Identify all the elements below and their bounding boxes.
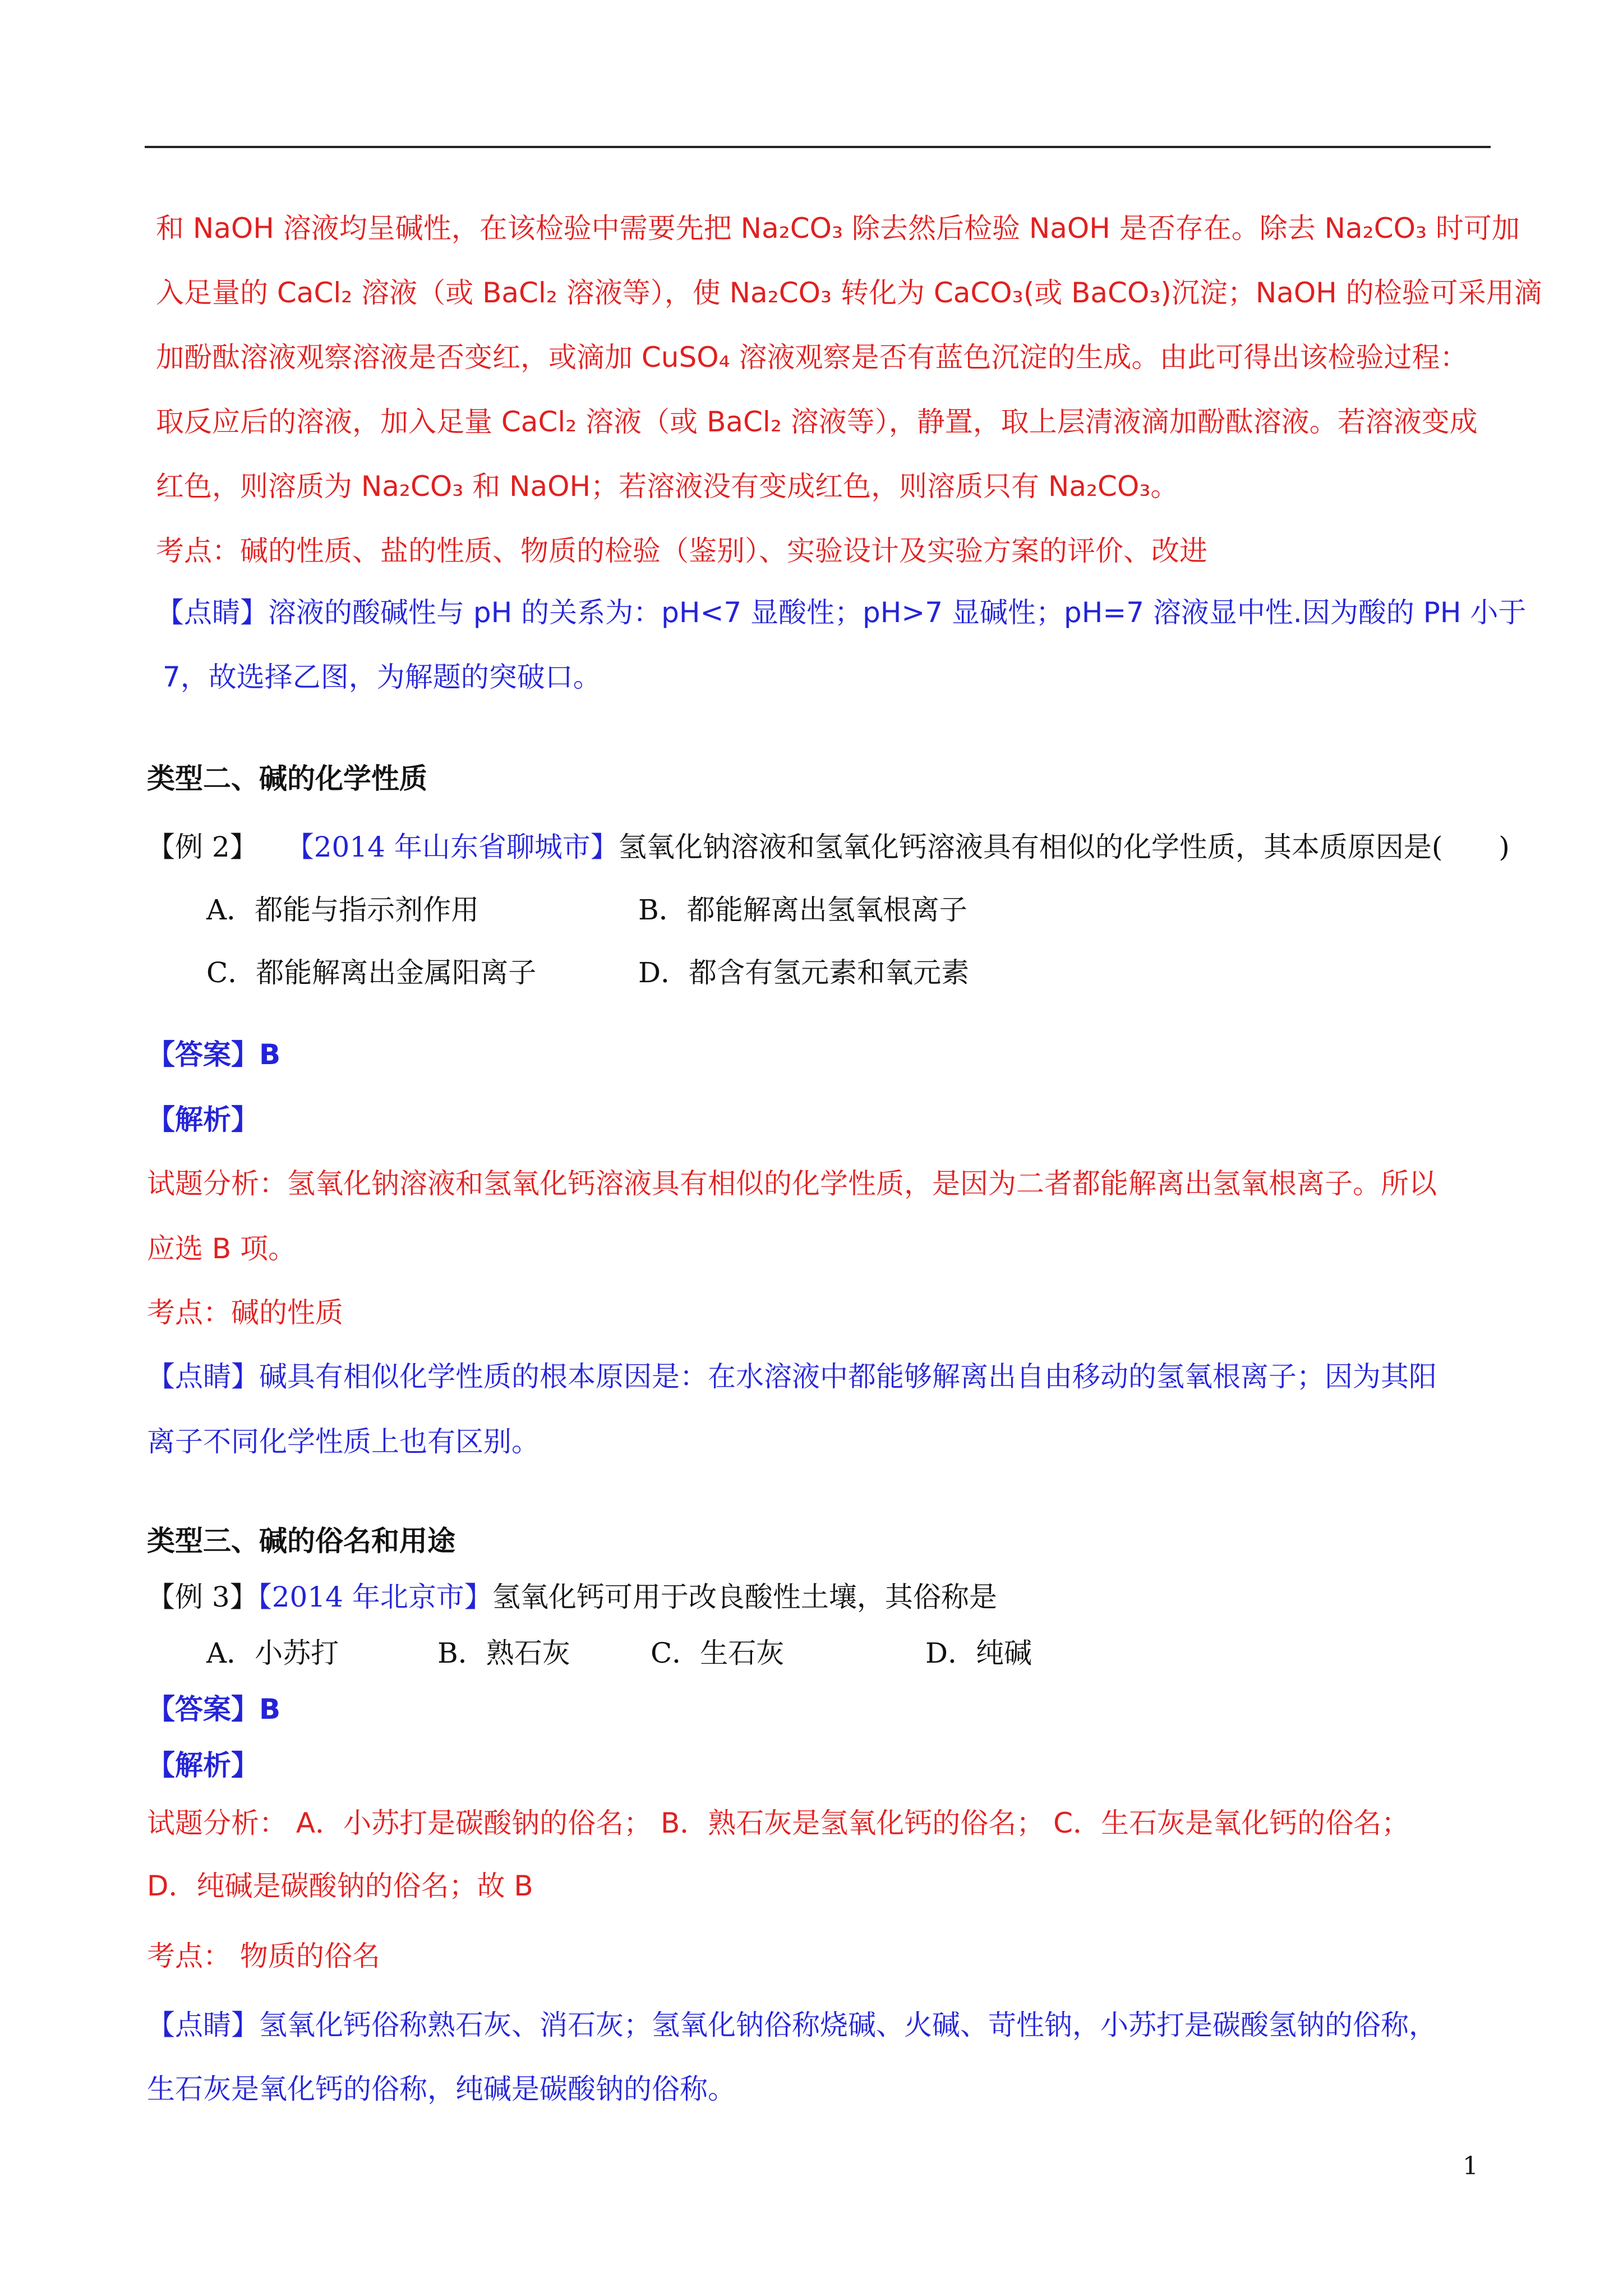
section2-dianjing-line-1: 【点睛】碱具有相似化学性质的根本原因是：在水溶液中都能够解离出自由移动的氢氧根离子；因为其阳 (147, 1360, 1437, 1393)
question-source: 【2014 年山东省聊城市】 (285, 831, 619, 863)
section2-answer: 【答案】B (147, 1038, 281, 1071)
section3-analysis-line-2: D．纯碱是碳酸钠的俗名；故 B (147, 1870, 533, 1902)
option-c: C．都能解离出金属阳离子 (206, 956, 537, 989)
header-rule (145, 146, 1491, 148)
prev-analysis-line-5: 红色，则溶质为 Na₂CO₃ 和 NaOH；若溶液没有变成红色，则溶质只有 Na₂CO₃。 (156, 470, 1179, 503)
question-text: 氢氧化钙可用于改良酸性土壤，其俗称是 (492, 1581, 997, 1613)
prev-dianjing-line-2: 7，故选择乙图，为解题的突破口。 (163, 661, 601, 693)
option-b: B．熟石灰 (437, 1637, 570, 1669)
example-label: 【例 2】 (147, 831, 258, 863)
option-d: D．纯碱 (925, 1637, 1032, 1669)
section3-jiexi-label: 【解析】 (147, 1749, 259, 1782)
section2-analysis-line-2: 应选 B 项。 (147, 1232, 297, 1265)
section3-question (147, 1579, 997, 1615)
section2-dianjing-line-2: 离子不同化学性质上也有区别。 (147, 1425, 540, 1458)
option-a: A．都能与指示剂作用 (206, 894, 479, 926)
section2-analysis-line-1: 试题分析：氢氧化钠溶液和氢氧化钙溶液具有相似的化学性质，是因为二者都能解离出氢氧根离子。所以 (147, 1167, 1437, 1200)
prev-analysis-line-4: 取反应后的溶液，加入足量 CaCl₂ 溶液（或 BaCl₂ 溶液等），静置，取上层清液滴加酚酞溶液。若溶液变成 (156, 406, 1478, 438)
prev-analysis-line-3: 加酚酞溶液观察溶液是否变红，或滴加 CuSO₄ 溶液观察是否有蓝色沉淀的生成。由此可得出该检验过程： (156, 341, 1468, 374)
section2-title: 类型二、碱的化学性质 (147, 762, 427, 795)
example-label: 【例 3】 (147, 1581, 258, 1613)
prev-kaodian: 考点：碱的性质、盐的性质、物质的检验（鉴别）、实验设计及实验方案的评价、改进 (156, 535, 1207, 567)
section3-title: 类型三、碱的俗名和用途 (147, 1524, 455, 1557)
prev-analysis-line-2: 入足量的 CaCl₂ 溶液（或 BaCl₂ 溶液等），使 Na₂CO₃ 转化为 CaCO₃(或 BaCO₃)沉淀；NaOH 的检验可采用滴 (156, 277, 1542, 309)
page-number: 1 (1463, 2152, 1478, 2180)
section2-kaodian: 考点：碱的性质 (147, 1296, 343, 1329)
option-c: C．生石灰 (651, 1637, 785, 1669)
option-d: D．都含有氢元素和氧元素 (638, 956, 970, 989)
section2-jiexi-label: 【解析】 (147, 1103, 259, 1136)
prev-analysis-line-1: 和 NaOH 溶液均呈碱性，在该检验中需要先把 Na₂CO₃ 除去然后检验 NaOH 是否存在。除去 Na₂CO₃ 时可加 (156, 212, 1520, 245)
option-b: B．都能解离出氢氧根离子 (638, 894, 967, 926)
option-a: A．小苏打 (206, 1637, 339, 1669)
question-source: 【2014 年北京市】 (257, 1581, 492, 1613)
question-text: 氢氧化钠溶液和氢氧化钙溶液具有相似的化学性质，其本质原因是( ) (618, 831, 1510, 863)
section2-question (147, 829, 1510, 865)
section3-dianjing-line-1: 【点睛】氢氧化钙俗称熟石灰、消石灰；氢氧化钠俗称烧碱、火碱、苛性钠，小苏打是碳酸氢钠的俗称， (147, 2009, 1437, 2041)
prev-dianjing-line-1: 【点睛】溶液的酸碱性与 pH 的关系为：pH<7 显酸性；pH>7 显碱性；pH=7 溶液显中性.因为酸的 PH 小于 (156, 596, 1527, 629)
section3-analysis-line-1: 试题分析： A．小苏打是碳酸钠的俗名； B．熟石灰是氢氧化钙的俗名； C．生石灰是氧化钙的俗名； (147, 1807, 1410, 1839)
section3-dianjing-line-2: 生石灰是氧化钙的俗称，纯碱是碳酸钠的俗称。 (147, 2073, 736, 2105)
section3-answer: 【答案】B (147, 1693, 281, 1726)
section3-kaodian: 考点： 物质的俗名 (147, 1940, 380, 1972)
